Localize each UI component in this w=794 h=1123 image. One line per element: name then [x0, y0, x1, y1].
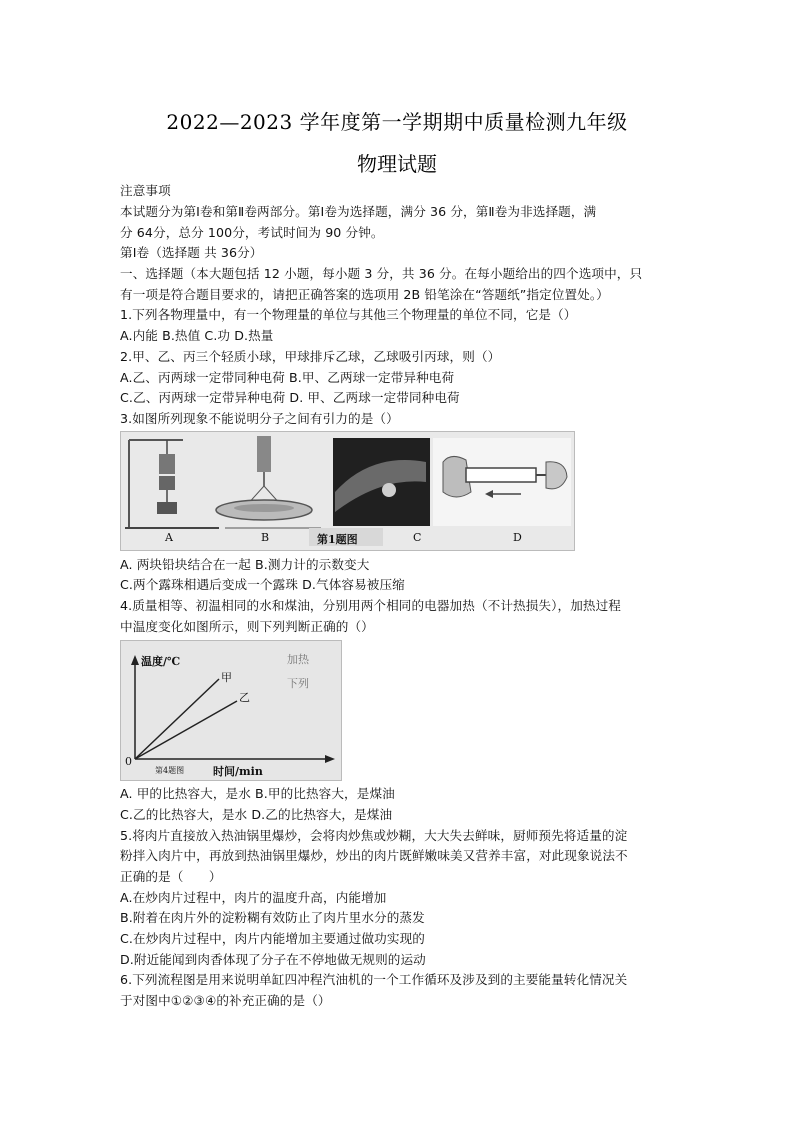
q4-origin: 0 [125, 755, 132, 768]
page-subtitle: 物理试题 [357, 152, 437, 176]
lead-blocks-illustration [125, 440, 219, 528]
spring-scale-illustration [216, 436, 321, 528]
q4-options-cd: C.乙的比热容大，是水 D.乙的比热容大，是煤油 [120, 807, 393, 822]
q3-label-a: A [165, 531, 173, 544]
q4-side-text-1: 加热 [287, 653, 309, 666]
q5-option-b: B.附着在肉片外的淀粉糊有效防止了肉片里水分的蒸发 [120, 910, 425, 925]
q1-stem: 1.下列各物理量中，有一个物理量的单位与其他三个物理量的单位不同，它是（） [120, 307, 577, 322]
q3-options-cd: C.两个露珠相遇后变成一个露珠 D.气体容易被压缩 [120, 577, 405, 592]
q3-stem: 3.如图所列现象不能说明分子之间有引力的是（） [120, 411, 399, 426]
q4-caption: 第4题图 [155, 766, 185, 775]
q5-stem-1: 5.将肉片直接放入热油锅里爆炒，会将肉炒焦或炒糊，大大失去鲜味，厨师预先将适量的淀 [120, 828, 628, 843]
q2-options-cd: C.乙、丙两球一定带异种电荷 D. 甲、乙两球一定带同种电荷 [120, 390, 460, 405]
q5-option-a: A.在炒肉片过程中，肉片的温度升高，内能增加 [120, 890, 387, 905]
q5-stem-3: 正确的是（ ） [120, 869, 222, 884]
page-title: 2022—2023 学年度第一学期期中质量检测九年级 [166, 110, 628, 134]
q3-options-ab: A. 两块铅块结合在一起 B.测力计的示数变大 [120, 557, 370, 572]
section-heading: 第Ⅰ卷（选择题 共 36分） [120, 245, 263, 260]
q4-figure [120, 640, 342, 781]
q5-stem-2: 粉拌入肉片中，再放到热油锅里爆炒，炒出的肉片既鲜嫩味美又营养丰富，对此现象说法不 [120, 848, 628, 863]
y-axis-arrow [131, 655, 139, 665]
q3-figure-caption: 第1题图 [317, 533, 358, 546]
section-intro-2: 有一项是符合题目要求的，请把正确答案的选项用 2B 铅笔涂在“答题纸”指定位置处。） [120, 287, 609, 302]
q3-label-c: C [413, 531, 422, 544]
syringe-illustration [433, 438, 571, 526]
q3-label-b: B [261, 531, 270, 544]
q5-option-d: D.附近能闻到肉香体现了分子在不停地做无规则的运动 [120, 952, 426, 967]
q4-line-yi-label: 乙 [239, 691, 250, 704]
section-intro-1: 一、选择题（本大题包括 12 小题，每小题 3 分，共 36 分。在每小题给出的四个选项中，只 [120, 266, 643, 281]
q4-xlabel: 时间/min [213, 765, 263, 778]
notice-line-2: 分 64分，总分 100分，考试时间为 90 分钟。 [120, 225, 384, 240]
notice-heading: 注意事项 [120, 183, 171, 198]
dew-drop [382, 483, 396, 497]
notice-line-1: 本试题分为第Ⅰ卷和第Ⅱ卷两部分。第Ⅰ卷为选择题，满分 36 分，第Ⅱ卷为非选择题，满 [120, 204, 597, 219]
q1-options: A.内能 B.热值 C.功 D.热量 [120, 328, 274, 343]
x-axis-arrow [325, 755, 335, 763]
q4-options-ab: A. 甲的比热容大，是水 B.甲的比热容大，是煤油 [120, 786, 395, 801]
q4-side-text-2: 下列 [287, 677, 309, 690]
q4-stem-2: 中温度变化如图所示，则下列判断正确的（） [120, 619, 374, 634]
q2-stem: 2.甲、乙、丙三个轻质小球，甲球排斥乙球，乙球吸引丙球，则（） [120, 349, 501, 364]
q3-label-d: D [513, 531, 522, 544]
q2-options-ab: A.乙、丙两球一定带同种电荷 B.甲、乙两球一定带异种电荷 [120, 370, 455, 385]
q4-ylabel: 温度/℃ [141, 655, 181, 668]
q6-stem-1: 6.下列流程图是用来说明单缸四冲程汽油机的一个工作循环及涉及到的主要能量转化情况关 [120, 972, 628, 987]
q5-option-c: C.在炒肉片过程中，肉片内能增加主要通过做功实现的 [120, 931, 425, 946]
q3-figure [120, 431, 575, 551]
q6-stem-2: 于对图中①②③④的补充正确的是（） [120, 993, 331, 1008]
q4-line-jia-label: 甲 [221, 671, 232, 684]
q4-stem-1: 4.质量相等、初温相同的水和煤油，分别用两个相同的电器加热（不计热损失），加热过程 [120, 598, 621, 613]
